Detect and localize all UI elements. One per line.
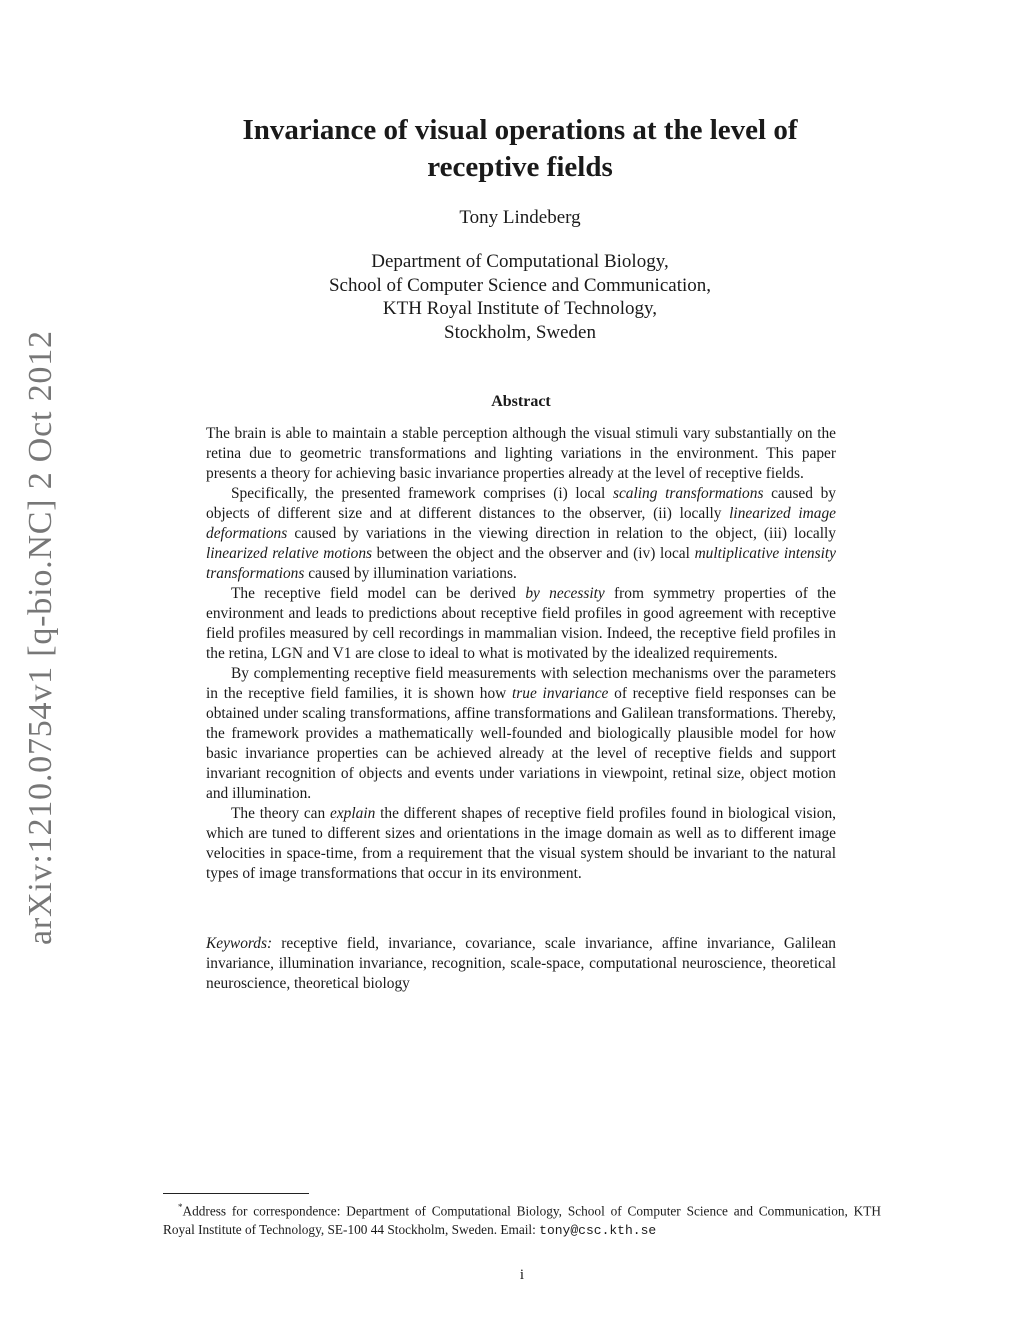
emphasis-term: true invariance xyxy=(512,685,609,702)
emphasis-term: linearized image deformations xyxy=(206,505,836,542)
email-address: tony@csc.kth.se xyxy=(539,1223,657,1239)
footnote-text: Address for correspondence: Department of Computational Biology, School of Computer Science and Communication, KTH Royal Institute of Technology, SE-100 44 Stockholm, Sweden. Email: xyxy=(163,1203,881,1238)
abstract-heading: Abstract xyxy=(491,393,551,410)
affiliation-location: Stockholm, Sweden xyxy=(444,321,596,343)
keywords-label: Keywords: xyxy=(206,935,273,952)
title-line-2: receptive fields xyxy=(427,151,613,183)
keywords xyxy=(206,934,836,994)
author-affiliation xyxy=(160,250,880,344)
abstract-paragraph-1: The brain is able to maintain a stable perception although the visual stimuli vary substantially on the retina due to geometric transformations and lighting variations in the environment. This paper presents a theory for achieving basic invariance properties already at the level of receptive fields. xyxy=(206,425,836,482)
affiliation-institute: KTH Royal Institute of Technology, xyxy=(382,298,658,319)
page-number: i xyxy=(519,1267,525,1283)
author-name: Tony Lindeberg xyxy=(459,207,581,228)
abstract-paragraph-5: The theory can explain the different shapes of receptive field profiles found in biological vision, which are tuned to different sizes and orientations in the image domain as well as to different image velocities in space-time, from a requirement that the visual system should be invariant to the natural types of image transformations that occur in its environment. xyxy=(206,805,836,882)
footnote-divider xyxy=(163,1193,309,1194)
correspondence-footnote xyxy=(163,1198,881,1240)
emphasis-term: explain xyxy=(330,805,376,822)
abstract-paragraph-2: Specifically, the presented framework comprises (i) local scaling transformations caused by objects of different size and at different distances to the observer, (ii) locally linearized image deformations caused by variations in the viewing direction in relation to the object, (iii) locally linearized relative motions between the object and the observer and (iv) local multiplicative intensity transformations caused by illumination variations. xyxy=(206,485,836,582)
emphasis-term: multiplicative intensity transformations xyxy=(206,545,836,582)
abstract-body xyxy=(206,424,836,884)
title-line-1: Invariance of visual operations at the level of xyxy=(242,114,798,146)
paper-title xyxy=(160,112,880,186)
abstract-paragraph-4: By complementing receptive field measurements with selection mechanisms over the parameters in the receptive field families, it is shown how true invariance of receptive field responses can be obtained under scaling transformations, affine transformations and Galilean transformations. Thereby, the framework provides a mathematically well-founded and biologically plausible model for how basic invariance properties can be achieved already at the level of receptive fields and support invariant recognition of objects and events under variations in viewpoint, retinal size, object motion and illumination. xyxy=(206,665,836,802)
emphasis-term: linearized relative motions xyxy=(206,545,373,562)
keywords-list: receptive field, invariance, covariance, scale invariance, affine invariance, Galilean invariance, illumination invariance, recognition, scale-space, computational neuroscience, theoretical neuroscience, theoretical biology xyxy=(206,935,836,992)
affiliation-school: School of Computer Science and Communication, xyxy=(328,274,712,296)
arxiv-identifier: arXiv:1210.0754v1 [q-bio.NC] 2 Oct 2012 xyxy=(22,330,59,945)
emphasis-term: by necessity xyxy=(525,585,605,602)
emphasis-term: scaling transformations xyxy=(612,485,764,502)
footnote-mark: * xyxy=(178,1202,183,1212)
affiliation-department: Department of Computational Biology, xyxy=(371,251,669,272)
abstract-paragraph-3: The receptive field model can be derived by necessity from symmetry properties of the environment and leads to predictions about receptive field profiles in good agreement with receptive field profiles measured by cell recordings in mammalian vision. Indeed, the receptive field profiles in the retina, LGN and V1 are close to ideal to what is motivated by the idealized requirements. xyxy=(206,585,836,662)
